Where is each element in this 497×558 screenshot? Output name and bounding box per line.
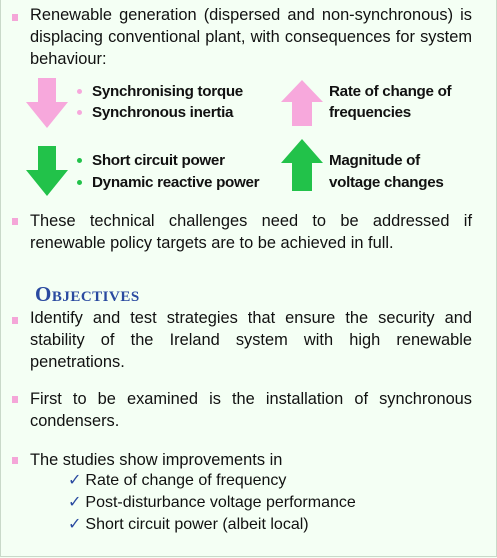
checklist-item	[68, 470, 286, 492]
bullet-marker	[12, 218, 18, 225]
objectives-heading: Objectives	[35, 282, 140, 306]
effect-rate-of-change: Rate of change of	[329, 83, 452, 100]
effect-synchronous-inertia: Synchronous inertia	[92, 104, 234, 121]
bullet-marker	[12, 457, 18, 464]
bullet-dot	[77, 89, 82, 94]
decrease-arrow-green-icon	[26, 146, 68, 196]
bullet-marker	[12, 396, 18, 403]
effect-voltage-changes: voltage changes	[329, 174, 444, 191]
checklist-item	[68, 514, 309, 536]
effect-frequencies: frequencies	[329, 104, 411, 121]
effect-magnitude-of: Magnitude of	[329, 152, 420, 169]
increase-arrow-pink-icon	[281, 80, 323, 126]
effect-synchronising-torque: Synchronising torque	[92, 83, 243, 100]
checkmark-icon: ✓	[68, 494, 82, 511]
objective-item-2: First to be examined is the installation of synchronous condensers.	[30, 390, 472, 430]
increase-arrow-green-icon	[281, 139, 323, 191]
checkmark-icon: ✓	[68, 516, 82, 533]
bullet-marker	[12, 14, 18, 21]
bullet-dot	[77, 110, 82, 115]
challenge-paragraph: These technical challenges need to be addressed if renewable policy targets are to be achieved in full.	[30, 212, 472, 252]
checklist-text: Post-disturbance voltage performance	[85, 494, 356, 511]
bullet-marker	[12, 317, 18, 324]
bullet-dot	[77, 180, 82, 185]
decrease-arrow-pink-icon	[26, 78, 68, 128]
objective-item-3: The studies show improvements in	[30, 451, 283, 469]
checkmark-icon: ✓	[68, 472, 82, 489]
intro-paragraph: Renewable generation (dispersed and non-synchronous) is displacing conventional plant, with consequences for system behaviour:	[30, 6, 472, 68]
effect-short-circuit-power: Short circuit power	[92, 152, 225, 169]
objective-item-1: Identify and test strategies that ensure the security and stability of the Ireland system with high renewable penetrations.	[30, 309, 472, 371]
checklist-text: Short circuit power (albeit local)	[85, 516, 309, 533]
bullet-dot	[77, 158, 82, 163]
checklist-text: Rate of change of frequency	[85, 472, 287, 489]
checklist-item	[68, 492, 356, 514]
effect-dynamic-reactive-power: Dynamic reactive power	[92, 174, 260, 191]
